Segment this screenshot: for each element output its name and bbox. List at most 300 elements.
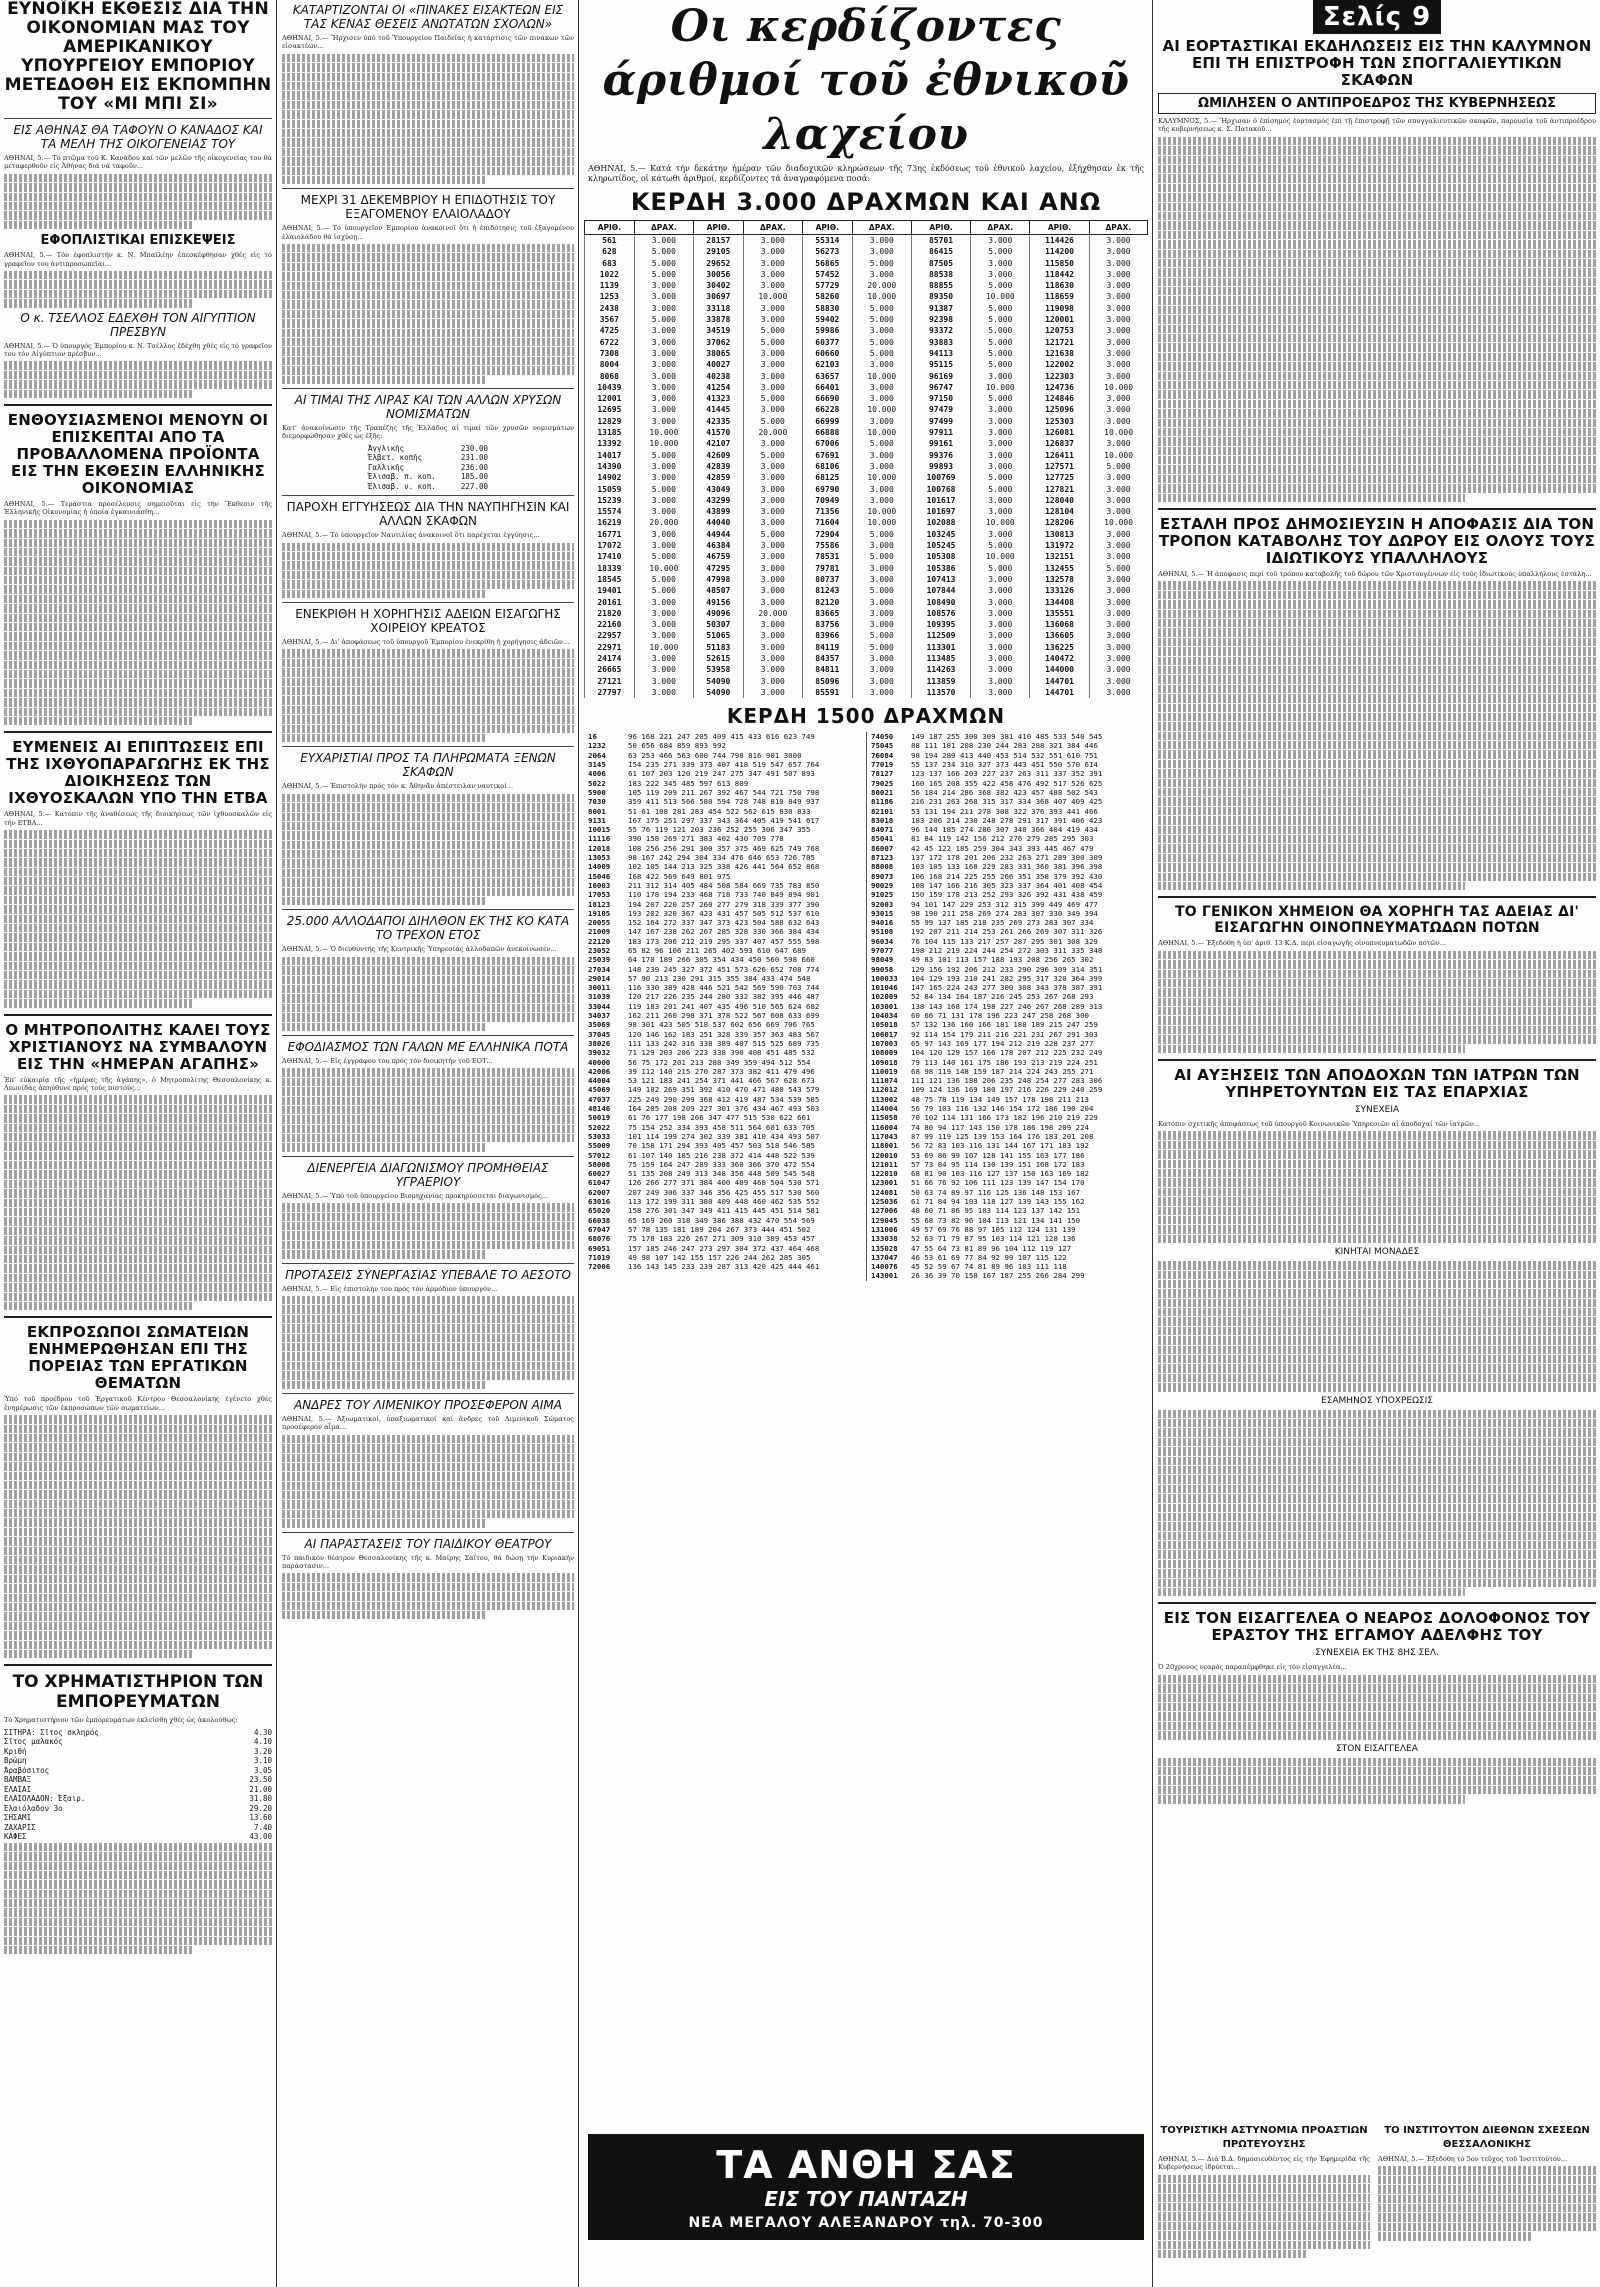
ticket-number: 115850 (1030, 258, 1089, 269)
number-group-key: 11116 (588, 834, 611, 844)
prize-amount: 3.000 (852, 619, 911, 630)
list-item (871, 741, 1144, 750)
prize-amount: 3.000 (634, 291, 693, 302)
ticket-number: 108490 (911, 597, 970, 608)
table-row (585, 235, 1148, 247)
column-right (1158, 0, 1596, 1805)
prize-amount: 3.000 (1089, 585, 1147, 596)
number-group-values: 42 45 122 185 259 304 343 393 445 467 479 (911, 843, 1094, 853)
prize-amount: 3.000 (971, 642, 1030, 653)
price-row (4, 1813, 272, 1823)
prize-amount: 3.000 (971, 427, 1030, 438)
prize-amount: 3.000 (1089, 404, 1147, 415)
column-rule (1152, 0, 1153, 2287)
price-label: ΚΑΦΕΣ (4, 1832, 27, 1842)
price-row (368, 472, 488, 482)
price-label: Κριθή (4, 1746, 27, 1756)
table-row (585, 280, 1148, 291)
ticket-number: 96747 (911, 382, 970, 393)
number-group-key: 15046 (588, 871, 611, 881)
prize-amount: 3.000 (971, 235, 1030, 247)
number-group-values: 57 78 135 181 189 204 267 373 444 451 502 (628, 1224, 811, 1234)
table-row (585, 371, 1148, 382)
prize-amount: 3.000 (852, 664, 911, 675)
prize-amount: 3.000 (852, 563, 911, 574)
table-row (585, 393, 1148, 404)
number-group-values: 108 147 166 216 305 323 337 364 401 408 454 (911, 880, 1103, 890)
number-group-key: 72006 (588, 1262, 611, 1272)
ticket-number: 628 (585, 246, 635, 257)
number-group-values: 126 266 277 371 384 400 409 468 504 530 571 (628, 1178, 820, 1188)
ticket-number: 128104 (1030, 506, 1089, 517)
number-group-values: 68 81 90 103 116 127 137 150 163 169 182 (911, 1169, 1089, 1179)
ticket-number: 30697 (693, 291, 743, 302)
ticket-number: 109395 (911, 619, 970, 630)
ticket-number: 120753 (1030, 325, 1089, 336)
list-item (588, 909, 862, 918)
price-value: 230.00 (460, 443, 488, 453)
list-item (588, 1141, 862, 1150)
number-group-values: 53 131 194 211 278 308 322 376 393 441 466 (911, 806, 1098, 816)
number-group-values: 102 105 144 213 325 338 426 441 564 652 868 (628, 862, 820, 872)
ticket-number: 100769 (911, 472, 970, 483)
ticket-number: 49156 (693, 597, 743, 608)
ticket-number: 126837 (1030, 438, 1089, 449)
ticket-number: 70949 (802, 495, 852, 506)
list-item (588, 992, 862, 1001)
number-group-key: 23052 (588, 946, 611, 955)
ticket-number: 82120 (802, 597, 852, 608)
list-item (871, 918, 1144, 927)
headline: Ο ΜΗΤΡΟΠΟΛΙΤΗΣ ΚΑΛΕΙ ΤΟΥΣ ΧΡΙΣΤΙΑΝΟΥΣ ΝΑ ΣΥΜΒΑΛΟΥΝ ΕΙΣ ΤΗΝ «ΗΜΕΡΑΝ ΑΓΑΠΗΣ» (5, 1020, 271, 1073)
ticket-number: 42107 (693, 438, 743, 449)
number-group-key: 50019 (588, 1113, 611, 1123)
prize-amount: 3.000 (1089, 619, 1147, 630)
subheadline: 25.000 ΑΛΛΟΔΑΠΟΙ ΔΙΗΛΘΟΝ ΕΚ ΤΗΣ ΚΟ ΚΑΤΑ ΤΟ ΤΡΕΧΟΝ ΕΤΟΣ (286, 914, 570, 943)
subheadline: ΤΟΥΡΙΣΤΙΚΗ ΑΣΤΥΝΟΜΙΑ ΠΡΟΑΣΤΙΩΝ ΠΡΩΤΕΥΟΥΣΗΣ (1160, 2125, 1368, 2150)
number-group-key: 20055 (588, 918, 611, 928)
list-item (871, 788, 1144, 797)
headline: ΕΥΜΕΝΕΙΣ ΑΙ ΕΠΙΠΤΩΣΕΙΣ ΕΠΙ ΤΗΣ ΙΧΘΥΟΠΑΡΑΓΩΓΗΣ ΕΚ ΤΗΣ ΔΙΟΙΚΗΣΕΩΣ ΤΩΝ ΙΧΘΥΟΣΚΑΛΩΝ ΥΠΟ ΤΗΝ ΕΤΒΑ (6, 738, 270, 808)
prize-amount: 3.000 (971, 676, 1030, 687)
ticket-number: 6722 (585, 337, 635, 348)
prize-amount: 3.000 (1089, 495, 1147, 506)
ticket-number: 561 (585, 235, 635, 247)
coin-price-list (368, 444, 488, 492)
table-row (585, 291, 1148, 302)
ticket-number: 40238 (693, 371, 743, 382)
number-group-values: 47 55 64 73 81 89 96 104 112 119 127 (911, 1243, 1072, 1253)
prize-amount: 3.000 (743, 359, 802, 370)
number-group-key: 75045 (871, 741, 894, 751)
ticket-number: 71356 (802, 506, 852, 517)
list-item (871, 881, 1144, 890)
list-item (588, 834, 862, 843)
list-item (871, 1206, 1144, 1215)
list-item (871, 1216, 1144, 1225)
article-lead: ΑΘΗΝΑΙ, 5.— Ἐξεδόθη ἡ ὑπ' ἀριθ. 13 Κ.Δ. περί εἰσαγωγῆς οἰνοπνευματωδῶν ποτῶν... (1158, 939, 1447, 948)
prize-amount: 3.000 (971, 529, 1030, 540)
list-item (871, 1039, 1144, 1048)
prize-amount: 3.000 (971, 495, 1030, 506)
prize-amount: 5.000 (634, 574, 693, 585)
column-lottery (584, 0, 1148, 1281)
lottery-table (584, 220, 1148, 698)
ticket-number: 56865 (802, 258, 852, 269)
ticket-number: 27121 (585, 676, 635, 687)
ticket-number: 57452 (802, 269, 852, 280)
list-item (588, 1197, 862, 1206)
prize-amount: 3.000 (852, 484, 911, 495)
prize-amount: 5.000 (852, 551, 911, 562)
ticket-number: 89350 (911, 291, 970, 302)
number-group-values: 216 231 263 268 315 317 334 368 407 409 425 (911, 797, 1103, 807)
prize-amount: 3.000 (634, 619, 693, 630)
ticket-number: 42335 (693, 416, 743, 427)
ticket-number: 107844 (911, 585, 970, 596)
prize-amount: 3.000 (1089, 393, 1147, 404)
list-item (871, 872, 1144, 881)
lottery-col-header: ΑΡΙΘ. (1030, 221, 1089, 235)
prize-amount: 3.000 (1089, 325, 1147, 336)
ticket-number: 128206 (1030, 517, 1089, 528)
prize-amount: 5.000 (852, 438, 911, 449)
lottery-col-header: ΔΡΑΧ. (1089, 221, 1147, 235)
ad-subline: ΕΙΣ ΤΟΥ ΠΑΝΤΑΖΗ (764, 2187, 968, 2211)
number-group-values: 119 183 201 241 407 435 496 510 565 624 682 (628, 1001, 820, 1011)
ticket-number: 114426 (1030, 235, 1089, 247)
list-item (588, 1234, 862, 1243)
number-group-values: 137 172 178 201 206 232 263 271 289 300 309 (911, 853, 1103, 863)
prize-amount: 3.000 (1089, 235, 1147, 247)
number-group-values: 148 239 245 327 372 451 573 626 652 708 774 (628, 964, 820, 974)
prize-amount: 3.000 (743, 472, 802, 483)
headline: ΕΥΝΟΪΚΗ ΕΚΘΕΣΙΣ ΔΙΑ ΤΗΝ ΟΙΚΟΝΟΜΙΑΝ ΜΑΣ ΤΟΥ ΑΜΕΡΙΚΑΝΙΚΟΥ ΥΠΟΥΡΓΕΙΟΥ ΕΜΠΟΡΙΟΥ ΜΕΤΕΔΟΘΗ ΕΙΣ ΕΚΠΟΜΠΗΝ ΤΟΥ «ΜΙ ΜΠΙ ΣΙ» (4, 0, 272, 114)
list-item (871, 1085, 1144, 1094)
list-item (871, 779, 1144, 788)
prize-amount: 3.000 (852, 495, 911, 506)
prize-amount: 3.000 (852, 597, 911, 608)
number-group-key: 113002 (871, 1094, 898, 1104)
table-row (585, 619, 1148, 630)
number-group-key: 111074 (871, 1076, 898, 1086)
number-group-values: 198 212 219 224 244 254 272 303 311 335 348 (911, 946, 1103, 955)
article-lead: ΑΘΗΝΑΙ, 5.— Διά Β.Δ. δημοσιευθέντος εἰς τήν Ἐφημερίδα τῆς Κυβερνήσεως ἱδρύεται... (1158, 2155, 1370, 2172)
lottery-small-numbers (584, 732, 1148, 1281)
prize-amount: 3.000 (743, 348, 802, 359)
number-group-values: 136 143 145 233 239 287 313 420 425 444 461 (628, 1262, 820, 1272)
column-rule (276, 0, 277, 2287)
number-group-key: 30011 (588, 983, 611, 993)
list-item (588, 807, 862, 816)
lottery-col-header: ΑΡΙΘ. (585, 221, 635, 235)
list-item (871, 937, 1144, 946)
list-item (871, 834, 1144, 843)
prize-amount: 3.000 (743, 563, 802, 574)
number-group-key: 82101 (871, 806, 894, 816)
list-item (871, 1141, 1144, 1150)
ticket-number: 50307 (693, 619, 743, 630)
price-label: ΒΑΜΒΑΞ (4, 1775, 32, 1785)
table-row (585, 359, 1148, 370)
prize-amount: 3.000 (971, 664, 1030, 675)
table-row (585, 258, 1148, 269)
prize-amount: 3.000 (743, 371, 802, 382)
price-value: 3.20 (253, 1746, 272, 1756)
ticket-number: 134408 (1030, 597, 1089, 608)
ticket-number: 46384 (693, 540, 743, 551)
number-group-values: 194 207 220 257 260 277 279 318 339 377 390 (628, 899, 820, 909)
subheadline: ΕΦΟΠΛΙΣΤΙΚΑΙ ΕΠΙΣΚΕΨΕΙΣ (40, 233, 236, 249)
ticket-number: 57729 (802, 280, 852, 291)
ticket-number: 99161 (911, 438, 970, 449)
price-label: Ἐλισαβ. π. κοπ. (368, 472, 436, 482)
ticket-number: 84811 (802, 664, 852, 675)
number-group-key: 52022 (588, 1122, 611, 1132)
number-group-values: 51 66 76 92 106 111 123 139 147 154 170 (911, 1178, 1085, 1188)
number-group-values: 49 83 101 113 157 188 193 208 256 265 302 (911, 955, 1094, 965)
number-group-key: 140076 (871, 1262, 898, 1272)
number-group-key: 100033 (871, 973, 898, 983)
list-item (588, 732, 862, 741)
number-group-values: 56 184 214 286 368 382 423 457 488 502 543 (911, 787, 1098, 797)
prize-amount: 20.000 (743, 427, 802, 438)
ticket-number: 72904 (802, 529, 852, 540)
prize-amount: 5.000 (634, 258, 693, 269)
number-group-key: 137047 (871, 1252, 898, 1262)
prize-amount: 5.000 (971, 303, 1030, 314)
ticket-number: 122002 (1030, 359, 1089, 370)
prize-amount: 3.000 (634, 630, 693, 641)
number-group-values: 57 132 136 160 166 181 188 189 215 247 259 (911, 1020, 1098, 1030)
price-label: Ἀγγλικῆς (368, 443, 405, 453)
number-group-values: 55 99 137 185 218 235 269 273 283 307 334 (911, 918, 1094, 928)
price-label: Ἀραβόσιτος (4, 1765, 50, 1775)
price-row (4, 1794, 272, 1804)
number-group-key: 16003 (588, 880, 611, 890)
prize-amount: 5.000 (852, 303, 911, 314)
number-group-values: 110 178 194 233 468 718 733 740 849 894 901 (628, 890, 820, 900)
number-group-values: 51 135 208 249 313 348 356 448 509 545 548 (628, 1169, 815, 1179)
ticket-number: 127725 (1030, 472, 1089, 483)
number-group-values: 63 253 466 563 600 744 798 816 901 3000 (628, 750, 802, 760)
ticket-number: 136225 (1030, 642, 1089, 653)
subheadline: ΕΥΧΑΡΙΣΤΙΑΙ ΠΡΟΣ ΤΑ ΠΛΗΡΩΜΑΤΑ ΞΕΝΩΝ ΣΚΑΦΩΝ (300, 751, 556, 780)
prize-amount: 3.000 (743, 642, 802, 653)
ticket-number: 101617 (911, 495, 970, 506)
number-group-values: 64 170 189 266 305 354 434 450 560 598 660 (628, 955, 815, 965)
prize-amount: 10.000 (852, 506, 911, 517)
ticket-number: 75586 (802, 540, 852, 551)
prize-amount: 3.000 (852, 269, 911, 280)
number-group-key: 25039 (588, 955, 611, 965)
article-lead: Κατόπιν σχετικῆς ἀποφάσεως τοῦ ὑπουργοῦ Κοινωνικῶν Ὑπηρεσιῶν αἱ ἀποδοχαί τῶν ἰατρῶν... (1158, 1120, 1481, 1129)
prize-amount: 3.000 (1089, 291, 1147, 302)
number-group-values: 192 207 211 214 253 261 266 269 307 311 326 (911, 927, 1103, 937)
ticket-number: 8068 (585, 371, 635, 382)
ticket-number: 79781 (802, 563, 852, 574)
ticket-number: 15059 (585, 484, 635, 495)
prize-amount: 5.000 (1089, 461, 1147, 472)
ticket-number: 43049 (693, 484, 743, 495)
number-group-values: 45 52 59 67 74 81 89 96 103 111 118 (911, 1262, 1067, 1272)
ticket-number: 1253 (585, 291, 635, 302)
prize-amount: 5.000 (971, 563, 1030, 574)
headline: ΑΙ ΑΥΞΗΣΕΙΣ ΤΩΝ ΑΠΟΔΟΧΩΝ ΤΩΝ ΙΑΤΡΩΝ ΤΩΝ ΥΠΗΡΕΤΟΥΝΤΩΝ ΕΙΣ ΤΑΣ ΕΠΑΡΧΙΑΣ (1174, 1066, 1580, 1102)
table-row (585, 337, 1148, 348)
price-value: 4.30 (253, 1727, 272, 1737)
ticket-number: 12695 (585, 404, 635, 415)
headline: ΕΙΣ ΤΟΝ ΕΙΣΑΓΓΕΛΕΑ Ο ΝΕΑΡΟΣ ΔΟΛΟΦΟΝΟΣ ΤΟΥ ΕΡΑΣΤΟΥ ΤΗΣ ΕΓΓΑΜΟΥ ΑΔΕΛΦΗΣ ΤΟΥ (1163, 1609, 1591, 1645)
number-group-values: 98 194 289 413 440 453 514 532 551 610 751 (911, 750, 1098, 760)
number-group-key: 117043 (871, 1131, 898, 1141)
prize-amount: 3.000 (634, 416, 693, 427)
number-group-key: 18123 (588, 899, 611, 909)
ticket-number: 132455 (1030, 563, 1089, 574)
number-group-key: 85041 (871, 834, 894, 844)
prize-amount: 3.000 (1089, 280, 1147, 291)
prize-amount: 3.000 (743, 461, 802, 472)
ticket-number: 52615 (693, 653, 743, 664)
ticket-number: 33118 (693, 303, 743, 314)
prize-amount: 20.000 (852, 280, 911, 291)
prize-amount: 3.000 (743, 597, 802, 608)
ticket-number: 127571 (1030, 461, 1089, 472)
number-group-values: 183 173 206 212 219 295 337 407 457 555 598 (628, 936, 820, 946)
table-row (585, 653, 1148, 664)
ticket-number: 93372 (911, 325, 970, 336)
list-item (588, 1178, 862, 1187)
ticket-number: 85096 (802, 676, 852, 687)
prize-amount: 10.000 (634, 563, 693, 574)
table-row (585, 574, 1148, 585)
number-group-key: 97077 (871, 946, 894, 955)
number-group-values: 152 164 272 337 347 373 423 504 588 632 643 (628, 918, 820, 928)
list-item (871, 1197, 1144, 1206)
number-group-key: 37045 (588, 1029, 611, 1039)
prize-amount: 3.000 (634, 337, 693, 348)
list-item (871, 1058, 1144, 1067)
list-item (588, 1244, 862, 1253)
number-group-key: 53033 (588, 1131, 611, 1141)
prize-amount: 5.000 (971, 325, 1030, 336)
prize-amount: 3.000 (743, 404, 802, 415)
number-group-values: 50 656 684 859 893 992 (628, 741, 726, 751)
prize-amount: 3.000 (852, 450, 911, 461)
number-group-values: 158 276 301 347 349 411 415 445 451 514 581 (628, 1206, 820, 1216)
number-group-key: 92003 (871, 899, 894, 909)
headline: ΕΣΤΑΛΗ ΠΡΟΣ ΔΗΜΟΣΙΕΥΣΙΝ Η ΑΠΟΦΑΣΙΣ ΔΙΑ ΤΟΝ ΤΡΟΠΟΝ ΚΑΤΑΒΟΛΗΣ ΤΟΥ ΔΩΡΟΥ ΕΙΣ ΟΛΟΥΣ ΤΟΥΣ ΙΔΙΩΤΙΚΟΥΣ ΥΠΑΛΛΗΛΟΥΣ (1158, 515, 1596, 568)
ticket-number: 66401 (802, 382, 852, 393)
price-label: ΣΗΣΑΜΙ (4, 1813, 32, 1823)
prize-amount: 3.000 (852, 246, 911, 257)
ticket-number: 132151 (1030, 551, 1089, 562)
number-group-key: 122010 (871, 1169, 898, 1179)
table-row (585, 687, 1148, 698)
number-group-key: 1232 (588, 741, 606, 751)
table-row (585, 597, 1148, 608)
prize-amount: 5.000 (634, 484, 693, 495)
number-group-values: 55 68 73 82 96 104 113 121 134 141 150 (911, 1215, 1081, 1225)
number-group-key: 21009 (588, 927, 611, 937)
ticket-number: 44944 (693, 529, 743, 540)
prize-amount: 10.000 (971, 551, 1030, 562)
prize-amount: 3.000 (634, 461, 693, 472)
subheadline: ΕΙΣ ΑΘΗΝΑΣ ΘΑ ΤΑΦΟΥΝ Ο ΚΑΝΑΔΟΣ ΚΑΙ ΤΑ ΜΕΛΗ ΤΗΣ ΟΙΚΟΓΕΝΕΙΑΣ ΤΟΥ (13, 123, 263, 151)
list-item (871, 1244, 1144, 1253)
number-group-values: 55 76 119 121 203 236 252 255 306 347 355 (628, 825, 811, 835)
prize-amount: 3.000 (852, 416, 911, 427)
list-item (871, 1160, 1144, 1169)
subheadline: ΩΜΙΛΗΣΕΝ Ο ΑΝΤΙΠΡΟΕΔΡΟΣ ΤΗΣ ΚΥΒΕΡΝΗΣΕΩΣ (1158, 93, 1596, 114)
ticket-number: 41445 (693, 404, 743, 415)
prize-amount: 3.000 (1089, 540, 1147, 551)
column-second (282, 0, 574, 1620)
prize-amount: 3.000 (971, 258, 1030, 269)
number-group-values: 120 217 226 235 244 280 332 382 395 446 487 (628, 992, 820, 1002)
ticket-number: 114263 (911, 664, 970, 675)
list-item (871, 1113, 1144, 1122)
prize-amount: 3.000 (634, 653, 693, 664)
prize-amount: 10.000 (852, 404, 911, 415)
number-group-values: 75 178 183 226 267 271 309 310 389 453 457 (628, 1234, 815, 1244)
list-item (871, 1188, 1144, 1197)
ticket-number: 26665 (585, 664, 635, 675)
number-group-values: 65 169 260 318 349 386 388 432 470 554 569 (628, 1215, 815, 1225)
ticket-number: 92398 (911, 314, 970, 325)
number-group-values: 96 168 221 247 205 409 415 433 616 623 749 (628, 732, 815, 742)
prize-amount: 3.000 (634, 664, 693, 675)
table-row (585, 551, 1148, 562)
number-group-key: 48146 (588, 1104, 611, 1114)
ticket-number: 66690 (802, 393, 852, 404)
prize-amount: 3.000 (852, 461, 911, 472)
number-group-values: 104 129 193 210 241 282 295 317 320 364 399 (911, 973, 1103, 983)
headline: ΕΝΘΟΥΣΙΑΣΜΕΝΟΙ ΜΕΝΟΥΝ ΟΙ ΕΠΙΣΚΕΠΤΑΙ ΑΠΟ ΤΑ ΠΡΟΒΑΛΛΟΜΕΝΑ ΠΡΟΪΟΝΤΑ ΕΙΣ ΤΗΝ ΕΚΘΕΣΙΝ ΕΛΛΗΝΙΚΗΣ ΟΙΚΟΝΟΜΙΑΣ (7, 410, 269, 497)
prize-amount: 3.000 (743, 269, 802, 280)
number-group-key: 27034 (588, 964, 611, 974)
number-group-values: 101 114 199 274 302 339 381 410 434 493 507 (628, 1131, 820, 1141)
ticket-number: 88538 (911, 269, 970, 280)
ticket-number: 121638 (1030, 348, 1089, 359)
prize-amount: 3.000 (743, 438, 802, 449)
number-group-values: 149 182 269 351 392 410 470 471 480 543 579 (628, 1085, 820, 1095)
list-item (588, 1002, 862, 1011)
number-group-values: 48 60 71 86 95 103 114 123 137 142 151 (911, 1206, 1081, 1216)
headline: ΤΟ ΓΕΝΙΚΟΝ ΧΗΜΕΙΟΝ ΘΑ ΧΟΡΗΓΗ ΤΑΣ ΑΔΕΙΑΣ ΔΙ' ΕΙΣΑΓΩΓΗΝ ΟΙΝΟΠΝΕΥΜΑΤΩΔΩΝ ΠΟΤΩΝ (1174, 904, 1580, 937)
ticket-number: 121721 (1030, 337, 1089, 348)
number-group-values: 56 79 103 116 132 146 154 172 186 190 204 (911, 1104, 1094, 1114)
lottery-header-small: ΚΕΡΔΗ 1500 ΔΡΑΧΜΩΝ (726, 704, 1006, 729)
ticket-number: 22971 (585, 642, 635, 653)
list-item (588, 955, 862, 964)
number-group-key: 131006 (871, 1224, 898, 1234)
number-group-key: 40000 (588, 1057, 611, 1067)
article-lead: ΑΘΗΝΑΙ, 5.— Τόν ἐφοπλιστήν κ. Ν. Μπαϊλέην ἐπεσκέφθησαν χθές εἰς τό γραφεῖον του ἀντιπροσωπεῖαι... (4, 251, 272, 268)
number-group-key: 39032 (588, 1048, 611, 1058)
ticket-number: 83966 (802, 630, 852, 641)
list-item (871, 1123, 1144, 1132)
price-value: 236.00 (460, 462, 488, 472)
list-item (871, 992, 1144, 1001)
number-group-values: 65 82 96 106 211 265 402 593 610 647 689 (628, 946, 806, 955)
table-row (585, 506, 1148, 517)
ticket-number: 97911 (911, 427, 970, 438)
prize-amount: 3.000 (852, 574, 911, 585)
price-label: ΖΑΧΑΡΙΣ (4, 1822, 36, 1832)
prize-amount: 5.000 (743, 325, 802, 336)
prize-amount: 20.000 (743, 608, 802, 619)
